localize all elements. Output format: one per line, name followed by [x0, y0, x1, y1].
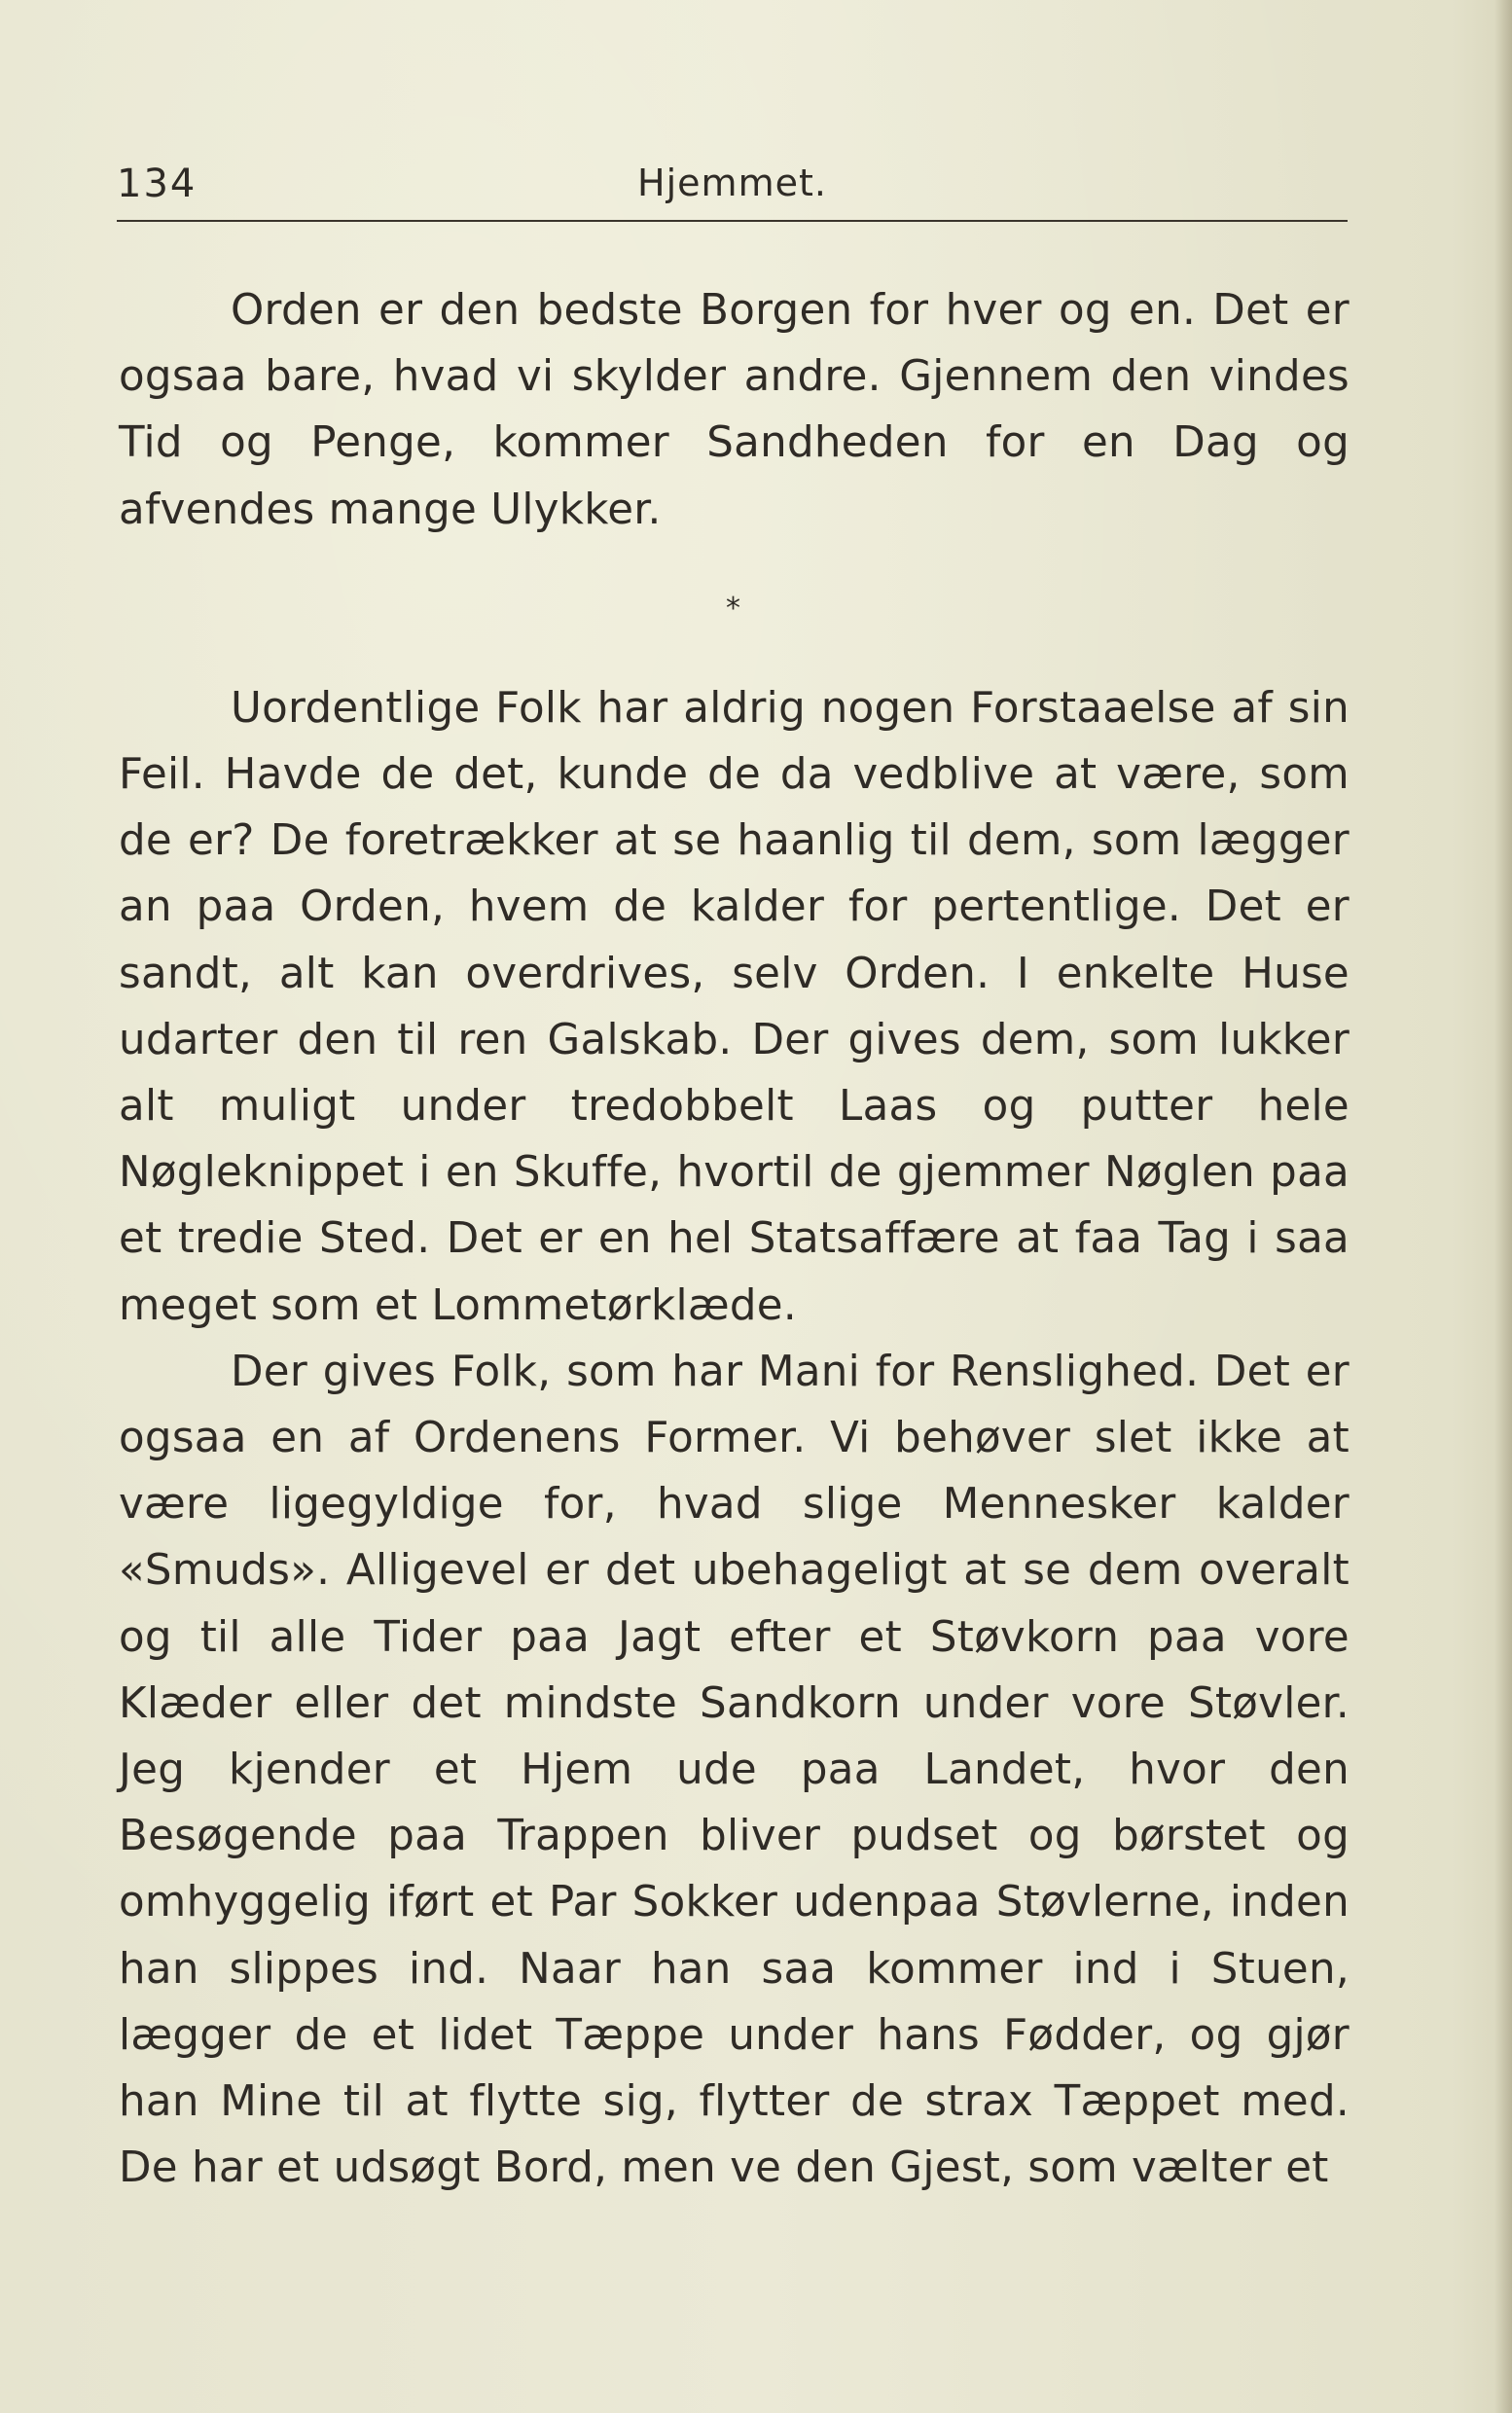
header-rule [117, 220, 1348, 222]
running-title: Hjemmet. [637, 162, 827, 204]
paragraph: Orden er den bedste Borgen for hver og en. Det er ogsaa bare, hvad vi skylder andre. Gjennem den vindes Tid og Penge, kommer Sandheden for en Dag og afvendes mange Ulykker. [119, 286, 1350, 534]
page-header [117, 156, 1348, 226]
page-body [119, 277, 1350, 2201]
page-edge-shadow [1494, 0, 1512, 2413]
asterisk-separator: * [726, 591, 742, 626]
paragraph: Uordentlige Folk har aldrig nogen Forstaaelse af sin Feil. Havde de det, kunde de da vedblive at være, som de er? De foretrækker at se haanlig til dem, som lægger an paa Orden, hvem de kalder for pertentlige. Det er sandt, alt kan overdrives, selv Orden. I enkelte Huse udarter den til ren Galskab. Der gives dem, som lukker alt muligt under tredobbelt Laas og putter hele Nøgleknippet i en Skuffe, hvortil de gjemmer Nøglen paa et tredie Sted. Det er en hel Statsaffære at faa Tag i saa meget som et Lommetørklæde. [119, 683, 1350, 1330]
paragraph: Der gives Folk, som har Mani for Renslighed. Det er ogsaa en af Ordenens Former. Vi behøver slet ikke at være ligegyldige for, hvad slige Mennesker kalder «Smuds». Alligevel er det ubehageligt at se dem overalt og til alle Tider paa Jagt efter et Støvkorn paa vore Klæder eller det mindste Sandkorn under vore Støvler. Jeg kjender et Hjem ude paa Landet, hvor den Besøgende paa Trappen bliver pudset og børstet og omhyggelig iført et Par Sokker udenpaa Støvlerne, inden han slippes ind. Naar han saa kommer ind i Stuen, lægger de et lidet Tæppe under hans Fødder, og gjør han Mine til at flytte sig, flytter de strax Tæppet med. De har et udsøgt Bord, men ve den Gjest, som vælter et [119, 1347, 1350, 2193]
page-number: 134 [117, 162, 198, 206]
section-separator [119, 543, 1350, 675]
